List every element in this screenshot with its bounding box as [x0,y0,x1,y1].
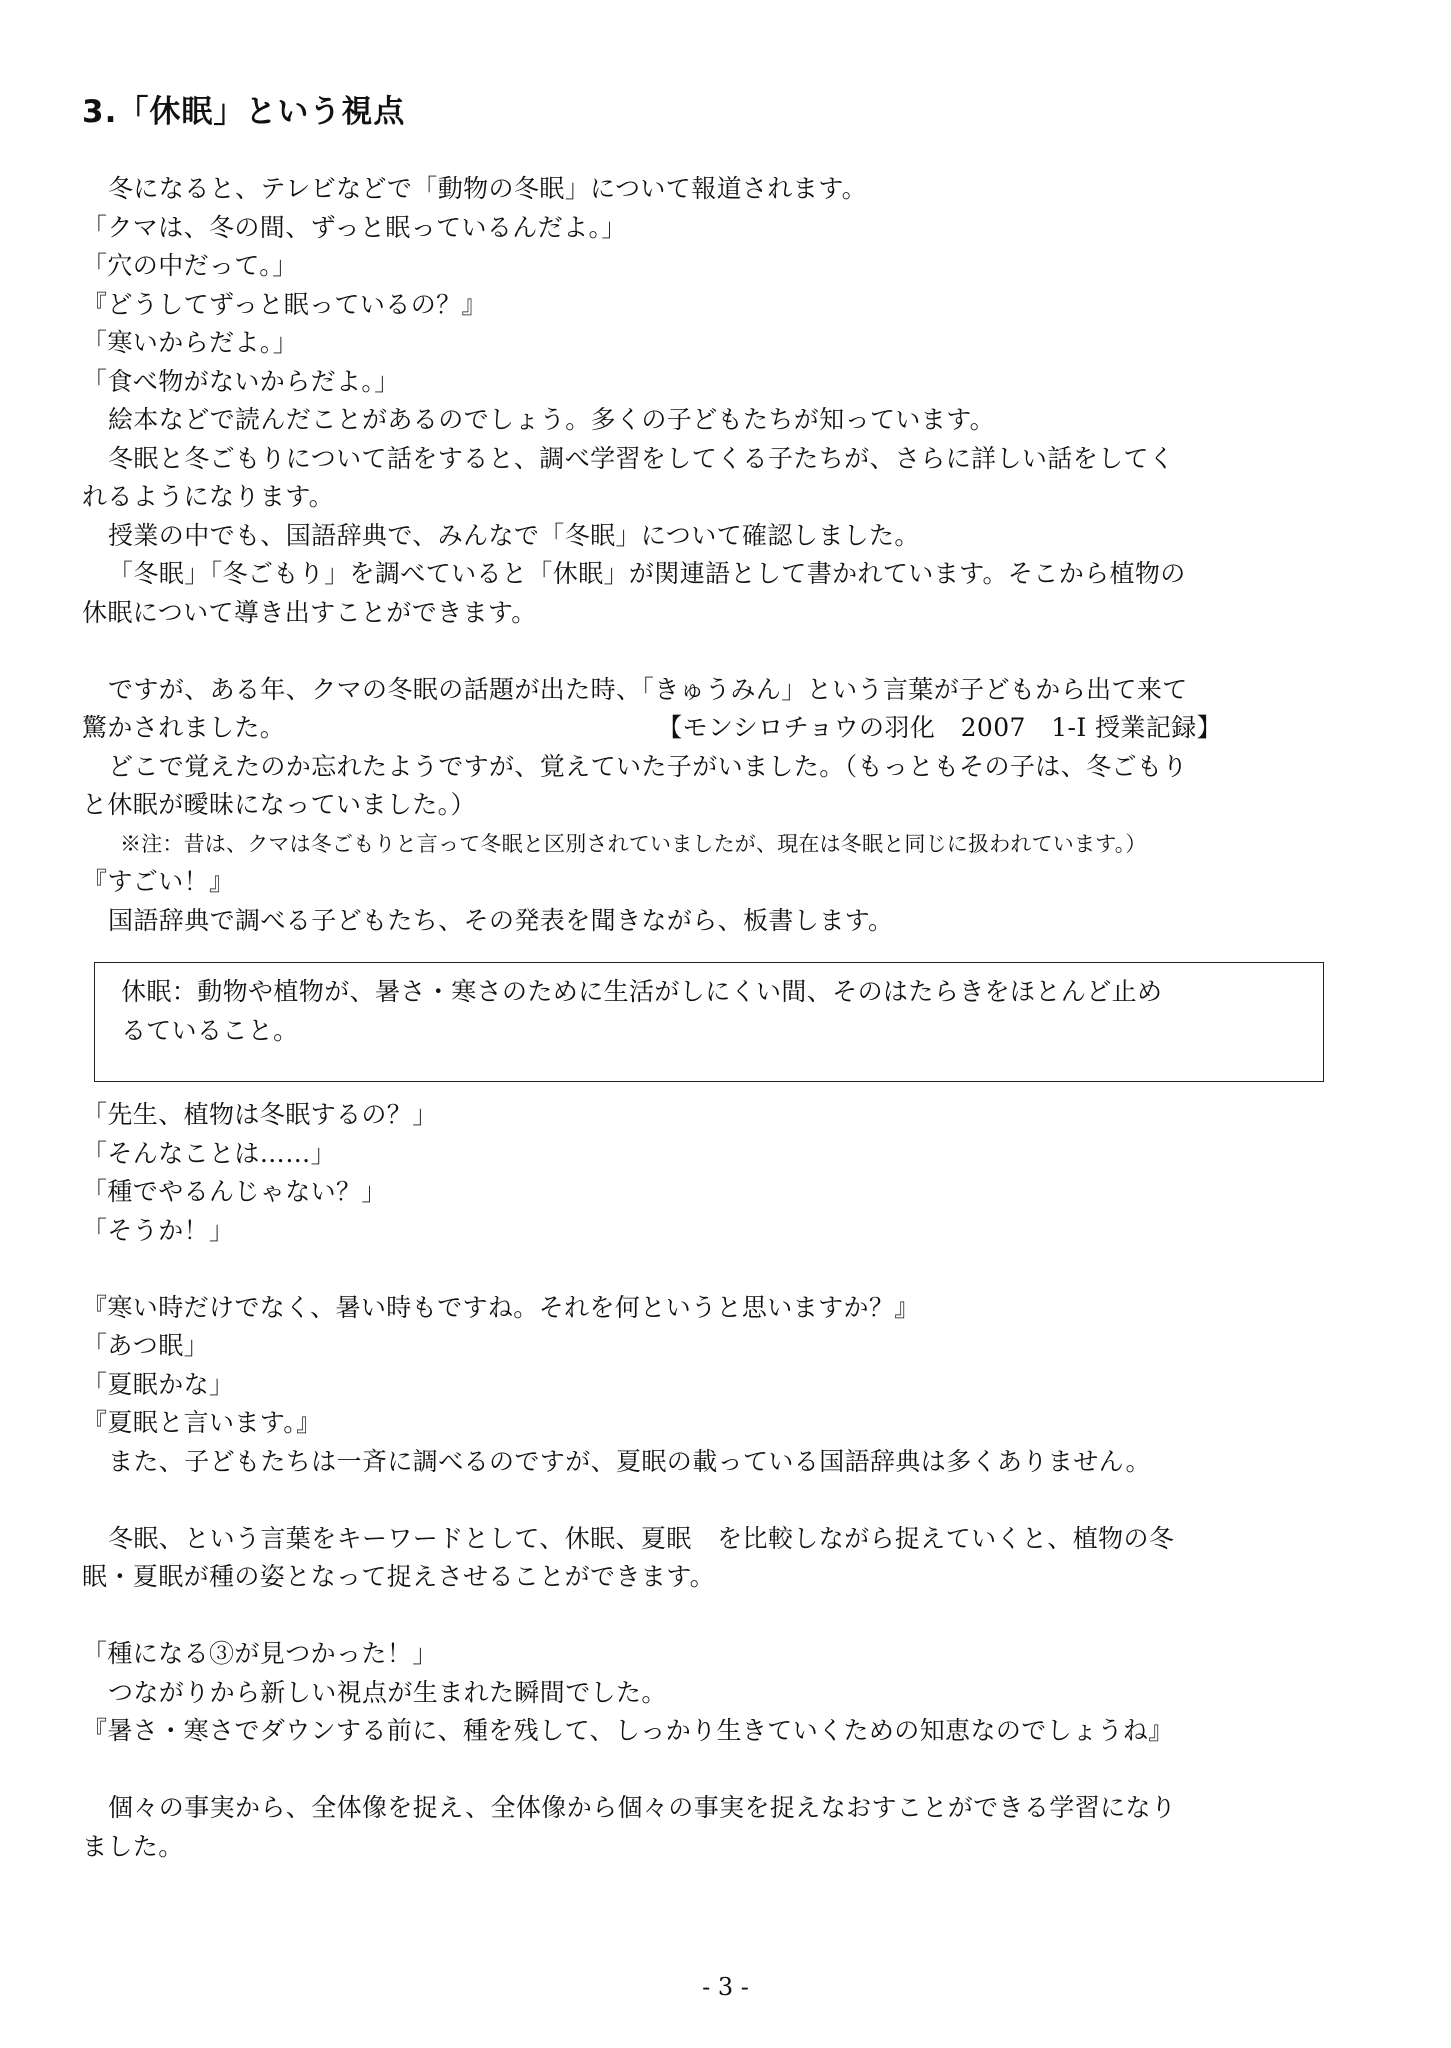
dialogue-line: 「クマは、冬の間、ずっと眠っているんだよ。」 [82,212,627,242]
paragraph-line: 授業の中でも、国語辞典で、みんなで「冬眠」について確認しました。 [108,520,920,550]
paragraph-line: どこで覚えたのか忘れたようですが、覚えていた子がいました。（もっともその子は、冬ごもり [108,751,1188,781]
dialogue-line: 『どうしてずっと眠っているの？』 [82,289,487,319]
blank-line [82,1481,1382,1520]
paragraph-line: 絵本などで読んだことがあるのでしょう。多くの子どもたちが知っています。 [108,405,996,434]
blank-line [82,1751,1382,1790]
dialogue-line: 「そんなことは……」 [82,1138,337,1168]
body-text [82,170,1382,1866]
class-record-label: 【モンシロチョウの羽化 2007 1-I 授業記録】 [657,713,1223,742]
dialogue-line: 『寒い時だけでなく、暑い時もですね。それを何というと思いますか？』 [82,1292,920,1322]
paragraph-line: 国語辞典で調べる子どもたち、その発表を聞きながら、板書します。 [108,905,894,935]
paragraph-line: 「冬眠」「冬ごもり」を調べていると「休眠」が関連語として書かれています。そこから植物の [108,559,1186,588]
footnote: ※注：昔は、クマは冬ごもりと言って冬眠と区別されていましたが、現在は冬眠と同じに扱われています。） [120,831,1147,856]
page-number: - 3 - [702,1973,749,2001]
dialogue-line: 「種でやるんじゃない？」 [82,1177,387,1206]
paragraph-line [82,709,1382,748]
dialogue-line: 『夏眠と言います。』 [82,1408,322,1437]
section-heading: 3.「休眠」という視点 [82,94,406,130]
paragraph-line: と休眠が曖昧になっていました。） [82,790,476,819]
blank-line [82,632,1382,671]
paragraph-line: 個々の事実から、全体像を捉え、全体像から個々の事実を捉えなおすことができる学習になり [108,1793,1177,1822]
paragraph-line: つながりから新しい視点が生まれた瞬間でした。 [108,1677,667,1707]
dialogue-line: 『すごい！』 [82,867,235,896]
paragraph-line: れるようになります。 [82,482,335,511]
paragraph-line: ました。 [82,1831,184,1861]
dialogue-line: 「穴の中だって。」 [82,251,298,280]
dialogue-line: 『暑さ・寒さでダウンする前に、種を残して、しっかり生きていくための知恵なのでしょうね』 [82,1716,1174,1745]
definition-box [94,962,1324,1082]
blank-line [82,1597,1382,1636]
paragraph-line: 眠・夏眠が種の姿となって捉えさせることができます。 [82,1562,716,1591]
dialogue-line: 「食べ物がないからだよ。」 [82,366,400,396]
paragraph-line: 冬になると、テレビなどで「動物の冬眠」について報道されます。 [108,174,868,203]
paragraph-line: 冬眠、という言葉をキーワードとして、休眠、夏眠 を比較しながら捉えていくと、植物の冬 [108,1523,1175,1553]
paragraph-line: ですが、ある年、クマの冬眠の話題が出た時、「きゅうみん」という言葉が子どもから出て来て [108,674,1188,704]
dialogue-line: 「寒いからだよ。」 [82,328,299,357]
definition-line: 休眠：動物や植物が、暑さ・寒さのために生活がしにくい間、そのはたらきをほとんど止め [121,977,1163,1006]
definition-line: るていること。 [121,1015,299,1045]
paragraph-line: また、子どもたちは一斉に調べるのですが、夏眠の載っている国語辞典は多くありません。 [108,1446,1151,1476]
dialogue-line: 「先生、植物は冬眠するの？」 [82,1100,438,1129]
blank-line [82,1250,1382,1289]
paragraph-text: 驚かされました。 [82,713,286,742]
dialogue-line: 「あつ眠」 [82,1331,210,1360]
dialogue-line: 「種になる③が見つかった！」 [82,1639,438,1668]
dialogue-line: 「夏眠かな」 [82,1369,235,1399]
dialogue-line: 「そうか！」 [82,1215,235,1245]
paragraph-line: 休眠について導き出すことができます。 [82,597,537,627]
paragraph-line: 冬眠と冬ごもりについて話をすると、調べ学習をしてくる子たちが、さらに詳しい話をしてく [108,443,1175,473]
